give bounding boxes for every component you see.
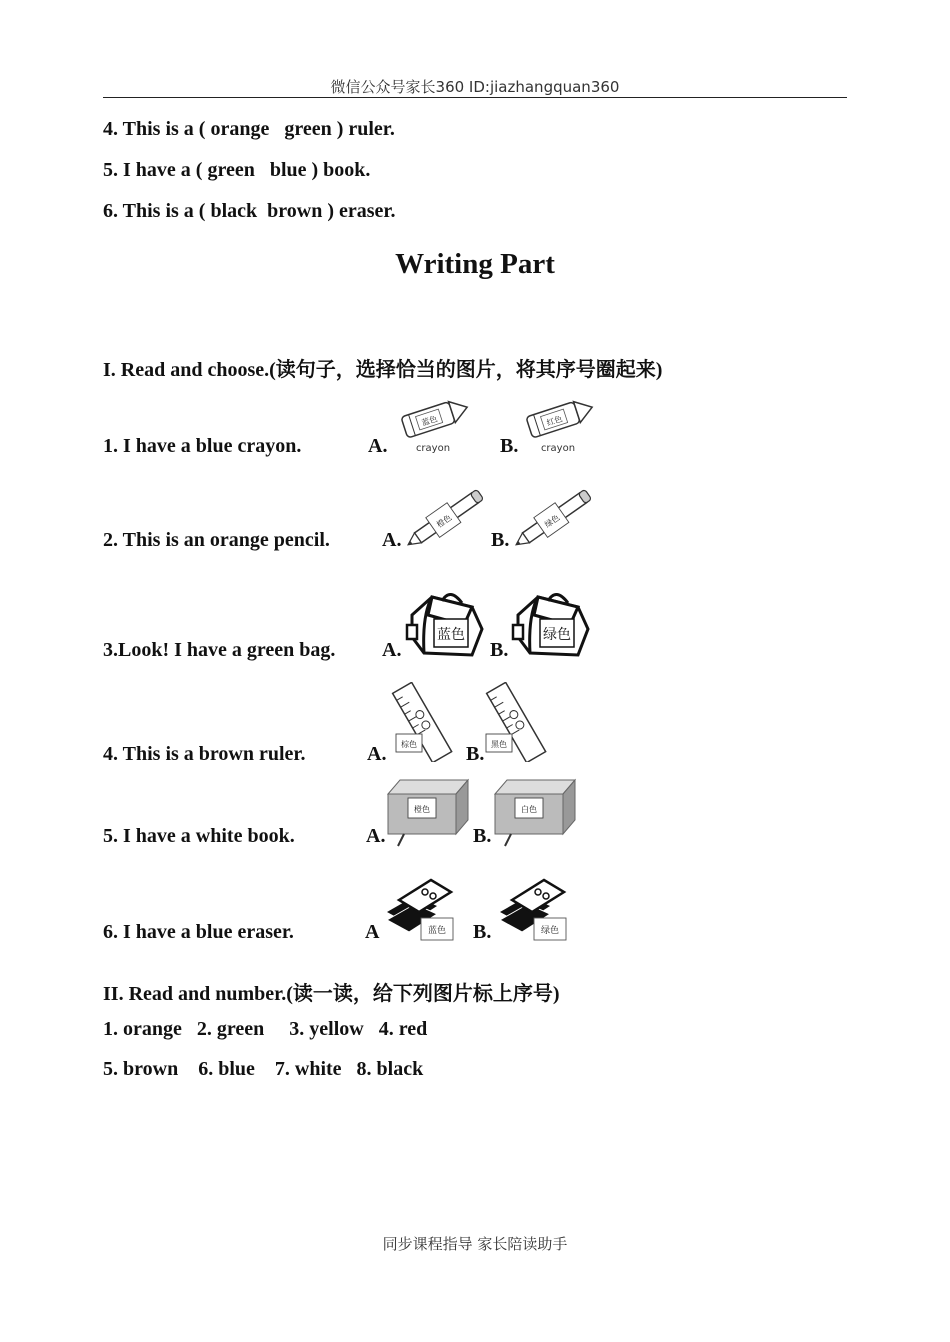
question-6-option-a-image[interactable] (385, 876, 455, 947)
ruler-icon (390, 682, 456, 762)
color-list-row-1: 1. orange 2. green 3. yellow 4. red (103, 1018, 428, 1040)
schoolbag-icon (508, 585, 594, 661)
reading-item-6: 6. This is a ( black brown ) eraser. (103, 200, 396, 222)
svg-text:黑色: 黑色 (491, 740, 507, 749)
svg-text:蓝色: 蓝色 (437, 627, 465, 643)
pencil-icon (400, 483, 495, 553)
reading-item-5: 5. I have a ( green blue ) book. (103, 159, 371, 181)
svg-text:蓝色: 蓝色 (420, 414, 439, 428)
question-2-option-b-image[interactable] (508, 483, 603, 558)
question-2-option-a-image[interactable] (400, 483, 495, 558)
crayon-icon (522, 388, 602, 458)
writing-part-title: Writing Part (395, 248, 555, 280)
question-2-sentence: 2. This is an orange pencil. (103, 529, 330, 551)
question-1-option-b-label[interactable]: B. (500, 435, 519, 457)
section1-heading: I. Read and choose.(读句子，选择恰当的图片，将其序号圈起来) (103, 359, 663, 381)
color-list-row-2: 5. brown 6. blue 7. white 8. black (103, 1058, 424, 1080)
question-3-sentence: 3.Look! I have a green bag. (103, 639, 336, 661)
question-4-option-b-label[interactable]: B. (466, 743, 485, 765)
book-icon (386, 778, 470, 848)
eraser-icon (498, 876, 568, 942)
svg-text:橙色: 橙色 (414, 805, 430, 814)
svg-text:白色: 白色 (521, 805, 537, 814)
question-4-option-b-image[interactable] (484, 682, 550, 767)
question-6-sentence: 6. I have a blue eraser. (103, 921, 294, 943)
question-1-option-a-image[interactable] (397, 388, 477, 463)
question-5-option-a-label[interactable]: A. (366, 825, 386, 847)
book-icon (493, 778, 577, 848)
question-6-option-b-image[interactable] (498, 876, 568, 947)
section2-heading: II. Read and number.(读一读，给下列图片标上序号) (103, 983, 560, 1005)
svg-text:蓝色: 蓝色 (427, 926, 447, 936)
question-3-option-b-image[interactable] (508, 585, 594, 666)
question-6-option-b-label[interactable]: B. (473, 921, 492, 943)
question-4-sentence: 4. This is a brown ruler. (103, 743, 306, 765)
question-3-option-a-image[interactable] (402, 585, 488, 666)
question-1-sentence: 1. I have a blue crayon. (103, 435, 302, 457)
svg-text:红色: 红色 (545, 414, 564, 428)
question-1-option-b-image[interactable] (522, 388, 602, 463)
svg-text:crayon: crayon (540, 443, 576, 454)
page-header: 微信公众号家长360 ID:jiazhangquan360 (330, 78, 620, 96)
eraser-icon (385, 876, 455, 942)
question-4-option-a-image[interactable] (390, 682, 456, 767)
ruler-icon (484, 682, 550, 762)
question-6-option-a-label[interactable]: A (365, 921, 380, 943)
svg-text:绿色: 绿色 (540, 926, 560, 936)
svg-text:绿色: 绿色 (543, 627, 571, 643)
svg-text:crayon: crayon (415, 443, 451, 454)
page-footer: 同步课程指导 家长陪读助手 (382, 1235, 568, 1253)
svg-text:棕色: 棕色 (401, 740, 417, 749)
pencil-icon (508, 483, 603, 553)
svg-text:绿色: 绿色 (543, 513, 562, 530)
question-2-option-a-label[interactable]: A. (382, 529, 402, 551)
header-divider (103, 97, 847, 98)
crayon-icon (397, 388, 477, 458)
question-5-option-b-label[interactable]: B. (473, 825, 492, 847)
question-5-option-b-image[interactable] (493, 778, 577, 853)
question-1-option-a-label[interactable]: A. (368, 435, 388, 457)
question-5-option-a-image[interactable] (386, 778, 470, 853)
question-3-option-a-label[interactable]: A. (382, 639, 402, 661)
question-5-sentence: 5. I have a white book. (103, 825, 295, 847)
reading-item-4: 4. This is a ( orange green ) ruler. (103, 118, 395, 140)
svg-text:橙色: 橙色 (435, 513, 454, 530)
question-2-option-b-label[interactable]: B. (491, 529, 510, 551)
question-3-option-b-label[interactable]: B. (490, 639, 509, 661)
schoolbag-icon (402, 585, 488, 661)
question-4-option-a-label[interactable]: A. (367, 743, 387, 765)
